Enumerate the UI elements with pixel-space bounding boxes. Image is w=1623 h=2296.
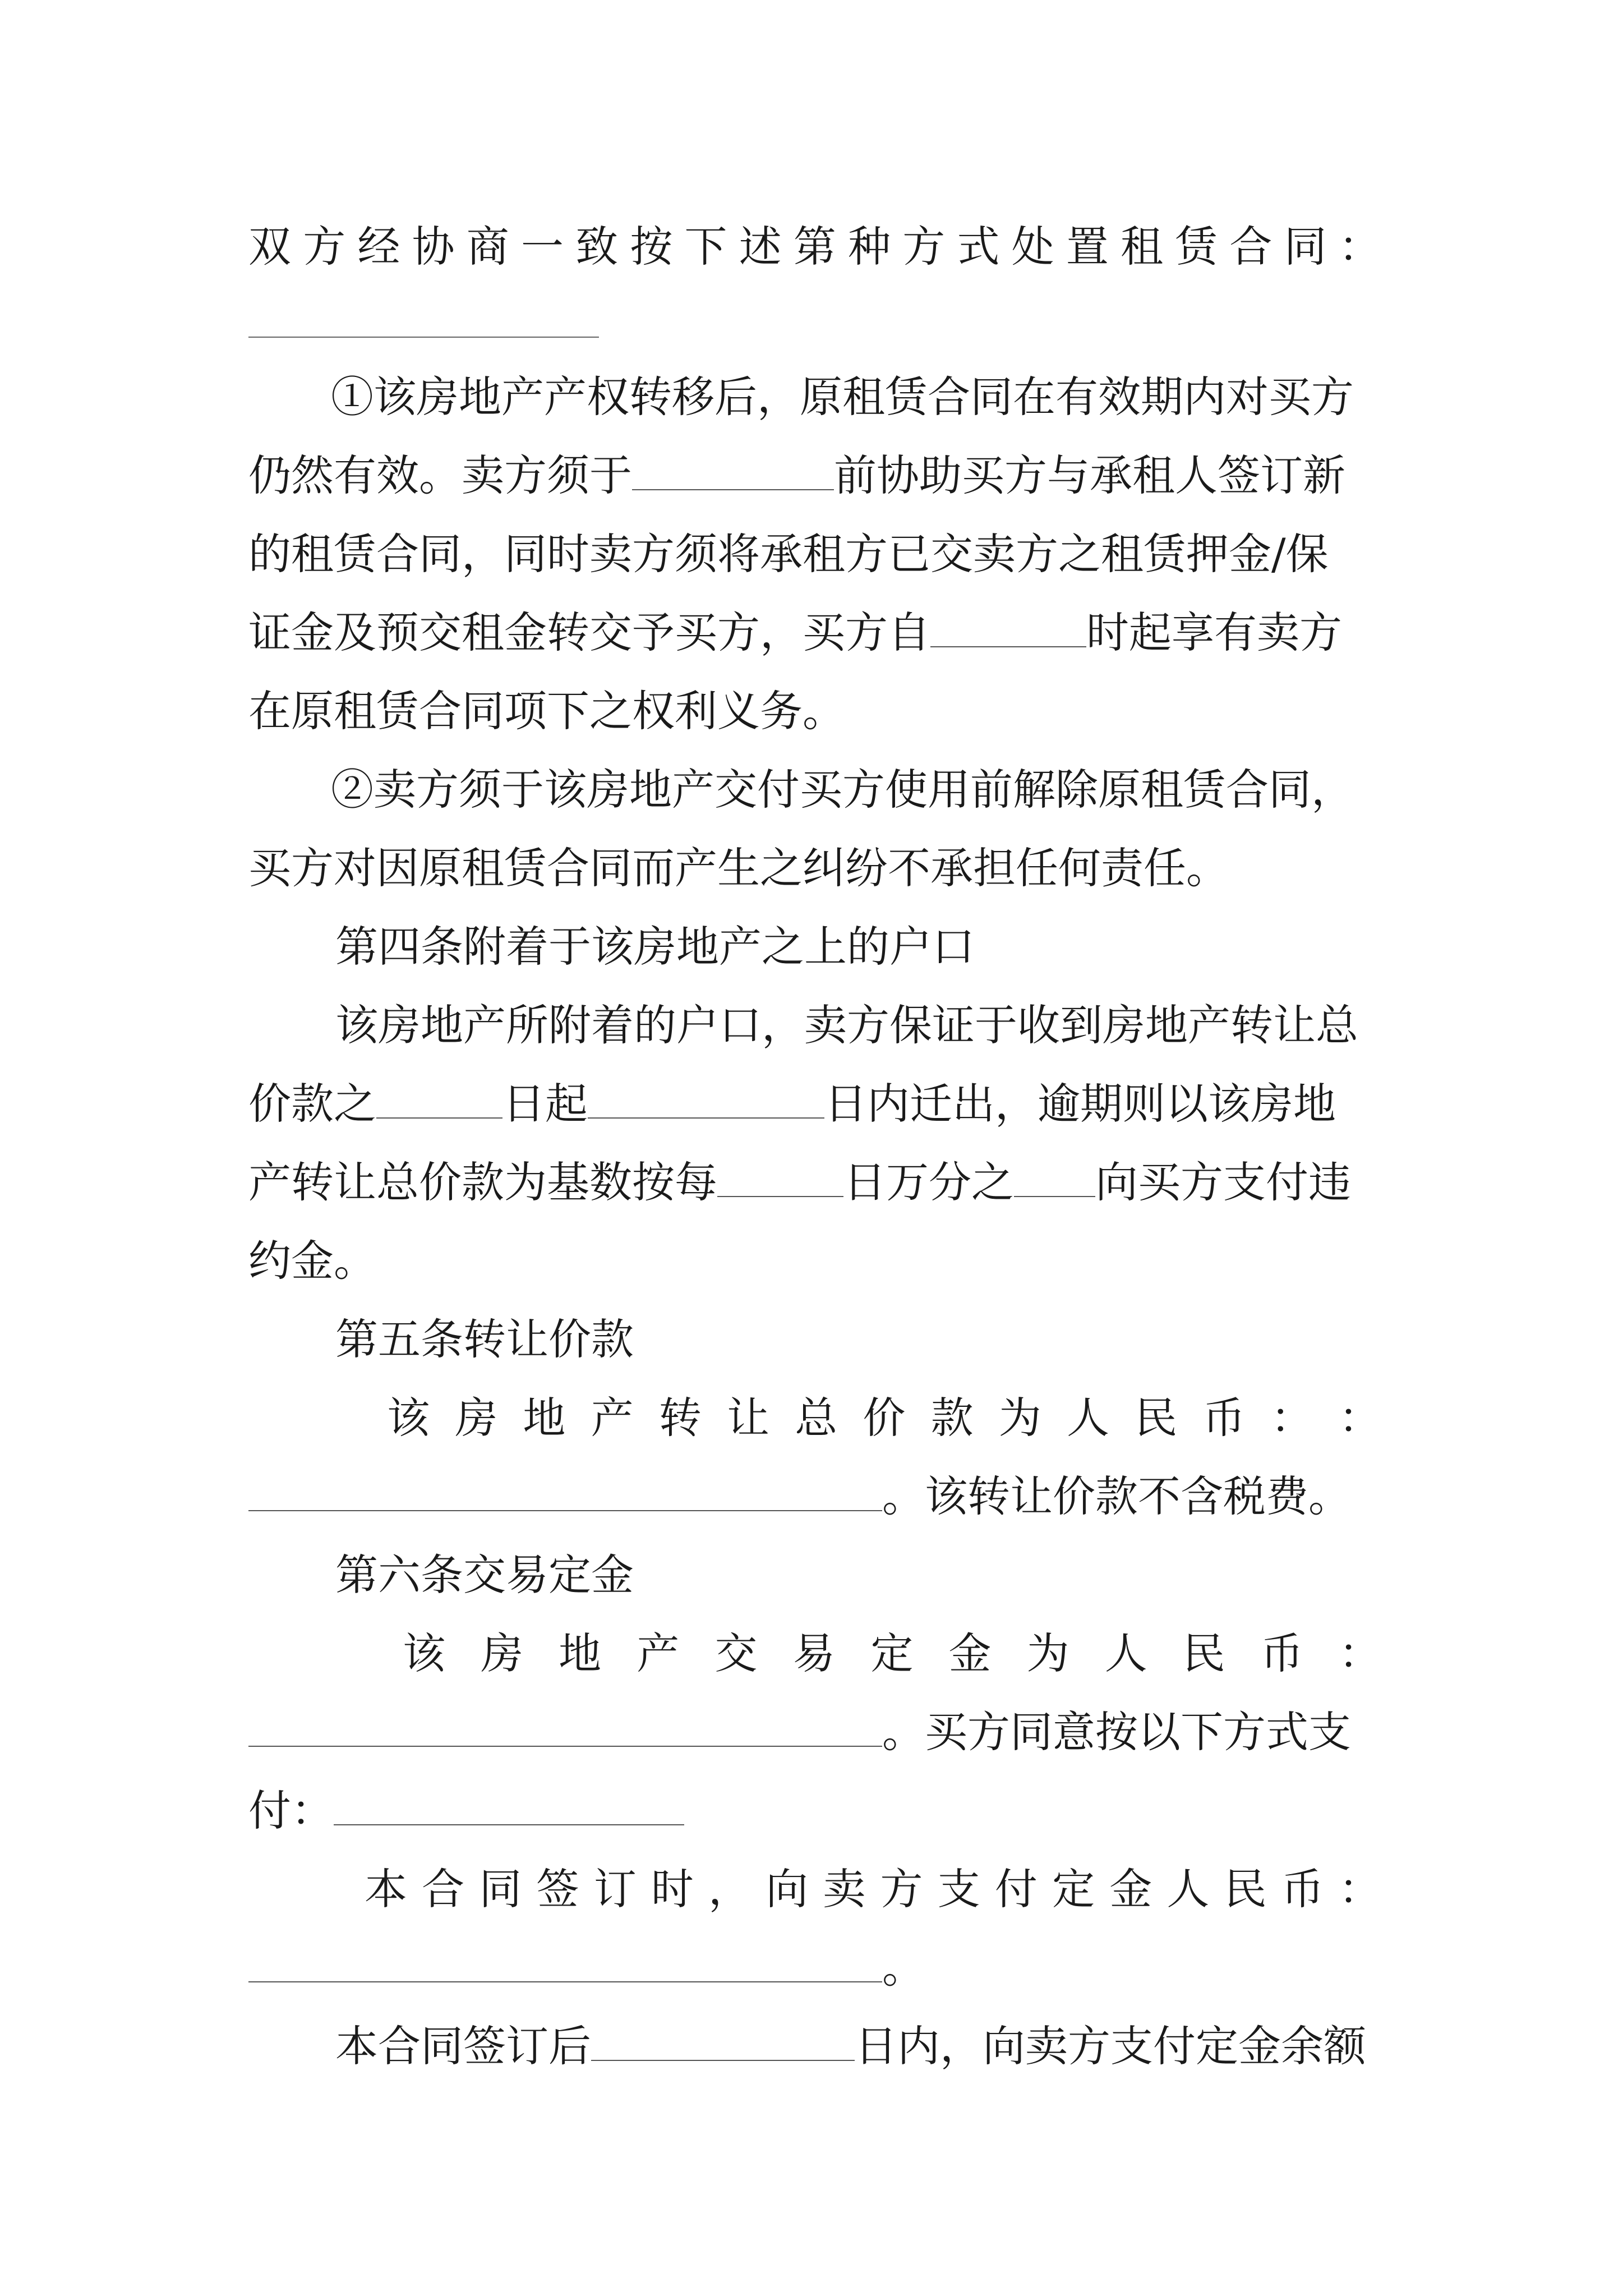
text-char: 交 <box>714 1628 758 1678</box>
blank-method <box>248 337 599 338</box>
text-char: 人 <box>1067 1393 1110 1443</box>
text-char: 金 <box>1109 1864 1152 1914</box>
para4-text-c2: 日万分之 <box>843 1157 1014 1207</box>
para1-text-e: 在原租赁合同项下之权利义务。 <box>248 686 845 736</box>
para4-text-b1: 价款之 <box>248 1079 376 1129</box>
article4-heading <box>335 919 1468 975</box>
text-char: 产 <box>591 1393 634 1443</box>
para4-text-b3: 日内迁出，逾期则以该房地 <box>824 1079 1336 1129</box>
text-char: 述 <box>739 222 782 272</box>
para2-line1 <box>331 762 1396 818</box>
text-char: 为 <box>1026 1628 1069 1678</box>
text-char: ， <box>708 1864 751 1914</box>
para2-text-b: 买方对因原租赁合同而产生之纠纷不承担任何责任。 <box>248 843 1229 893</box>
para1-text-d1: 证金及预交租金转交予买方，买方自 <box>248 608 930 657</box>
para4-text-c1: 产转让总价款为基数按每 <box>248 1157 717 1207</box>
article5-title: 第五条转让价款 <box>335 1314 634 1364</box>
para6-text-c: 付： <box>248 1786 334 1835</box>
blank-rights-time <box>930 607 1086 647</box>
para4-text-a: 该房地产所附着的户口，卖方保证于收到房地产转让总 <box>335 1000 1358 1050</box>
text-char: 币 <box>1202 1393 1246 1443</box>
blank-initial-deposit <box>248 1942 882 1982</box>
text-char: 向 <box>766 1864 809 1914</box>
para1-line3 <box>248 526 1381 582</box>
text-char: ： <box>1338 222 1381 272</box>
text-char: 一 <box>520 222 564 272</box>
blank-penalty-rate <box>1014 1157 1095 1197</box>
text-char: 致 <box>575 222 619 272</box>
text-char: 民 <box>1182 1628 1225 1678</box>
text-char: 双 <box>248 222 291 272</box>
para5-text-b: 。该转让价款不含税费。 <box>882 1471 1351 1521</box>
para5-line1 <box>387 1390 1381 1446</box>
text-char: 金 <box>948 1628 992 1678</box>
para1-line4 <box>248 605 1381 661</box>
para2-text-a: ②卖方须于该房地产交付买方使用前解除原租赁合同， <box>331 765 1354 815</box>
article5-heading <box>335 1312 1468 1368</box>
para6-text-b: 。买方同意按以下方式支 <box>882 1707 1351 1757</box>
text-char: 第 <box>793 222 836 272</box>
text-char: 定 <box>870 1628 914 1678</box>
text-char: 为 <box>998 1393 1041 1443</box>
article4-title: 第四条附着于该房地产之上的户口 <box>335 922 975 972</box>
para4-line3 <box>248 1154 1381 1211</box>
para1-line2 <box>248 448 1381 504</box>
text-char: 时 <box>651 1864 694 1914</box>
para4-text-b2: 日起 <box>502 1079 588 1129</box>
text-char: 地 <box>559 1628 602 1678</box>
text-char: 赁 <box>1175 222 1218 272</box>
para2-line2 <box>248 840 1381 896</box>
text-char: 下 <box>684 222 727 272</box>
text-char: 该 <box>403 1628 445 1678</box>
blank-total-price <box>248 1471 882 1511</box>
text-char: 总 <box>795 1393 838 1443</box>
text-char: 商 <box>466 222 509 272</box>
text-char: 租 <box>1121 222 1163 272</box>
para1-line5 <box>248 683 1381 739</box>
para6-text-f1: 本合同签订后 <box>335 2021 591 2071</box>
text-char: ： <box>1270 1393 1313 1443</box>
para4-text-c3: 向买方支付违 <box>1095 1157 1351 1207</box>
text-char: 合 <box>1229 222 1272 272</box>
text-char: 币 <box>1281 1864 1324 1914</box>
para6-line5 <box>248 1940 1381 1996</box>
article6-heading <box>335 1547 1468 1603</box>
para6-line2 <box>248 1704 1381 1760</box>
para1-text-d2: 时起享有卖方 <box>1086 608 1342 657</box>
text-char: 卖 <box>823 1864 866 1914</box>
para6-line3 <box>248 1783 1381 1839</box>
text-char: 同 <box>479 1864 522 1914</box>
text-char: 价 <box>863 1393 906 1443</box>
text-char: 产 <box>637 1628 680 1678</box>
blank-deposit-amount <box>248 1706 882 1747</box>
para1-text-c: 的租赁合同，同时卖方须将承租方已交卖方之租赁押金/保 <box>248 529 1329 579</box>
para1-text-b1: 仍然有效。卖方须于 <box>248 450 632 500</box>
text-char: 处 <box>1011 222 1054 272</box>
text-char: 种 <box>848 222 891 272</box>
text-char: 民 <box>1135 1393 1178 1443</box>
text-char: 经 <box>357 222 400 272</box>
text-char: ： <box>1338 1393 1381 1443</box>
text-char: 本 <box>365 1864 407 1914</box>
text-char: 房 <box>455 1393 498 1443</box>
text-char: 房 <box>481 1628 524 1678</box>
text-char: 式 <box>957 222 1000 272</box>
text-char: 订 <box>593 1864 637 1914</box>
blank-balance-days <box>591 2021 855 2061</box>
text-char: 让 <box>727 1393 770 1443</box>
text-char: 签 <box>536 1864 579 1914</box>
blank-payment-method <box>334 1785 684 1825</box>
text-char: 人 <box>1166 1864 1210 1914</box>
para6-text-f2: 日内，向卖方支付定金余额 <box>855 2021 1366 2071</box>
text-char: ： <box>1338 1864 1381 1914</box>
para1-text-b2: 前协助买方与承租人签订新 <box>834 450 1345 500</box>
intro-line <box>248 219 1381 275</box>
para4-text-d: 约金。 <box>248 1236 376 1286</box>
para6-line1 <box>403 1626 1381 1682</box>
para1-text-a: ①该房地产产权转移后，原租赁合同在有效期内对买方 <box>331 372 1354 422</box>
text-char: 定 <box>1052 1864 1095 1914</box>
text-char: ： <box>1338 1628 1381 1678</box>
text-char: 方 <box>303 222 346 272</box>
para4-line4 <box>248 1233 1381 1289</box>
text-char: 民 <box>1224 1864 1267 1914</box>
article6-title: 第六条交易定金 <box>335 1550 634 1600</box>
para6-text-e: 。 <box>882 1943 925 1993</box>
text-char: 人 <box>1104 1628 1147 1678</box>
text-char: 该 <box>387 1393 430 1443</box>
text-char: 协 <box>412 222 455 272</box>
text-char: 置 <box>1066 222 1109 272</box>
text-char: 付 <box>994 1864 1038 1914</box>
text-char: 易 <box>792 1628 836 1678</box>
text-char: 方 <box>902 222 946 272</box>
para6-line6 <box>335 2018 1381 2074</box>
text-char: 同 <box>1284 222 1327 272</box>
text-char: 地 <box>523 1393 566 1443</box>
para6-line4 <box>365 1861 1381 1917</box>
text-char: 方 <box>880 1864 923 1914</box>
text-char: 支 <box>937 1864 980 1914</box>
text-char: 转 <box>658 1393 702 1443</box>
para4-line1 <box>335 997 1381 1053</box>
blank-move-days <box>588 1078 824 1119</box>
text-char: 按 <box>630 222 673 272</box>
text-char: 合 <box>422 1864 465 1914</box>
para1-line1 <box>331 369 1381 425</box>
blank-sign-date <box>632 450 834 490</box>
blank-payment-day <box>376 1078 502 1119</box>
text-char: 款 <box>930 1393 974 1443</box>
blank-penalty-day <box>717 1157 843 1197</box>
para5-line2 <box>248 1469 1381 1525</box>
para4-line2 <box>248 1076 1381 1132</box>
text-char: 币 <box>1260 1628 1303 1678</box>
